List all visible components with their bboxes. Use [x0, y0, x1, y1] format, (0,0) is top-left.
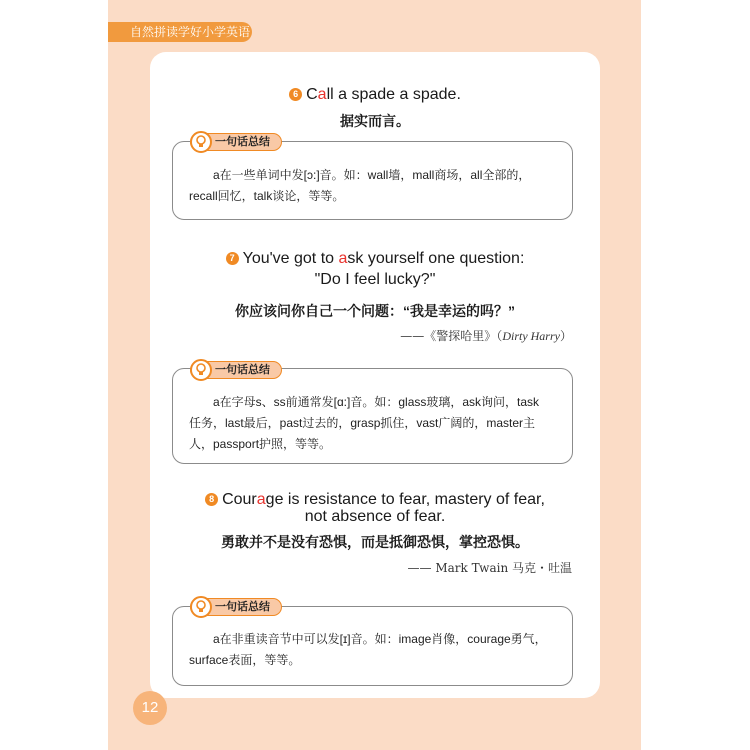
lightbulb-icon: [190, 131, 212, 153]
series-title-tab: 自然拼读学好小学英语: [108, 22, 252, 42]
summary-label-badge: 一句话总结: [190, 598, 282, 616]
lightbulb-icon: [190, 596, 212, 618]
number-badge-8: 8: [205, 493, 218, 506]
summary-box-6: a在一些单词中发[ɔ:]音。如：wall墙，mall商场，all全部的， recall回忆，talk谈论，等等。: [172, 141, 573, 220]
quote-8-english: 8 Courage is resistance to fear, mastery of fear,: [150, 490, 600, 509]
quote-8-source: —— Mark Twain 马克・吐温: [407, 561, 572, 575]
highlight-letter: a: [338, 250, 348, 267]
number-badge-7: 7: [226, 252, 239, 265]
summary-label-badge: 一句话总结: [190, 361, 282, 379]
quote-7-chinese: 你应该问你自己一个问题：“我是幸运的吗？”: [235, 303, 515, 319]
highlight-letter: a: [317, 86, 327, 103]
lightbulb-icon: [190, 359, 212, 381]
quote-8-chinese: 勇敢并不是没有恐惧，而是抵御恐惧，掌控恐惧。: [221, 534, 529, 550]
quote-8-english-line2: not absence of fear.: [304, 508, 446, 525]
summary-label-badge: 一句话总结: [190, 133, 282, 151]
page-number: 12: [133, 691, 167, 725]
quote-6-english: 6 Call a spade a spade.: [150, 85, 600, 104]
summary-box-8: a在非重读音节中可以发[ɪ]音。如：image肖像，courage勇气， surface表面，等等。: [172, 606, 573, 686]
quote-7-english: 7 You've got to ask yourself one question:: [150, 249, 600, 268]
quote-7-source: ——《警探哈里》（Dirty Harry）: [400, 329, 572, 343]
highlight-letter: a: [256, 491, 266, 508]
quote-6-chinese: 据实而言。: [340, 113, 410, 129]
quote-7-english-line2: "Do I feel lucky?": [314, 271, 436, 288]
summary-box-7: a在字母s、ss前通常发[ɑ:]音。如：glass玻璃，ask询问，task 任务，last最后，past过去的，grasp抓住，vast广阔的，master主 人，passport护照，等等。: [172, 368, 573, 464]
number-badge-6: 6: [289, 88, 302, 101]
